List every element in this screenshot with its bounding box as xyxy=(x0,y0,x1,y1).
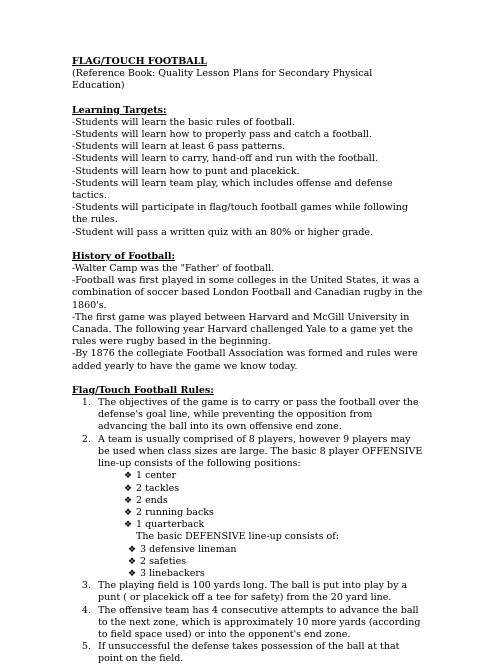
rule-item xyxy=(94,397,423,434)
position-label: 1 quarterback xyxy=(136,519,205,531)
rule-item xyxy=(94,580,423,604)
learning-target-item: -Students will learn how to punt and placekick. xyxy=(72,165,300,177)
rules-heading: Flag/Touch Football Rules: xyxy=(72,384,214,396)
position-label: 2 safeties xyxy=(140,555,187,567)
position-label: 3 linebackers xyxy=(140,567,205,579)
rule-text: The objectives of the game is to carry or pass the football over the defense's goal line, while preventing the opposition from advancing the ball into its own offensive end zone. xyxy=(98,397,419,433)
rule-text: If unsuccessful the defense takes possession of the ball at that point on the field. xyxy=(98,641,400,665)
diamond-bullet-icon: ❖ xyxy=(128,556,137,567)
list-item xyxy=(124,483,423,495)
list-item xyxy=(124,519,423,531)
history-paragraph: -By 1876 the collegiate Football Association was formed and rules were added yearly to have the game we know today. xyxy=(72,348,418,372)
history-heading: History of Football: xyxy=(72,250,176,262)
list-item xyxy=(124,470,423,482)
document-title: FLAG/TOUCH FOOTBALL xyxy=(72,56,207,67)
position-label: 3 defensive lineman xyxy=(140,543,237,555)
rules-section xyxy=(72,385,423,666)
reference-line: (Reference Book: Quality Lesson Plans for Secondary Physical Education) xyxy=(72,68,373,92)
position-label: 2 ends xyxy=(136,494,168,506)
learning-targets-section xyxy=(72,105,423,239)
learning-target-item: -Students will participate in flag/touch football games while following the rules. xyxy=(72,202,408,226)
diamond-bullet-icon: ❖ xyxy=(124,495,133,506)
history-section xyxy=(72,251,423,373)
rules-list xyxy=(72,397,423,665)
rule-item xyxy=(94,641,423,665)
diamond-bullet-icon: ❖ xyxy=(124,471,133,482)
list-item xyxy=(124,495,423,507)
diamond-bullet-icon: ❖ xyxy=(124,483,133,494)
learning-target-item: -Students will learn how to properly pass and catch a football. xyxy=(72,129,372,141)
rule-text: A team is usually comprised of 8 players, however 9 players may be used when class sizes are large. The basic 8 player OFFENSIVE line-up consists of the following positions: xyxy=(98,433,423,470)
list-item xyxy=(128,556,423,568)
learning-target-item: -Students will learn at least 6 pass patterns. xyxy=(72,141,286,153)
list-item xyxy=(128,544,423,556)
defense-intro: The basic DEFENSIVE line-up consists of: xyxy=(136,531,339,543)
list-item xyxy=(124,507,423,519)
diamond-bullet-icon: ❖ xyxy=(124,520,133,531)
learning-target-item: -Students will learn the basic rules of football. xyxy=(72,116,296,128)
defense-positions-list xyxy=(98,544,423,581)
position-label: 2 tackles xyxy=(136,482,180,494)
rule-text: The playing field is 100 yards long. The ball is put into play by a punt ( or placekick off a tee for safety) from the 20 yard line. xyxy=(98,580,408,604)
learning-targets-heading: Learning Targets: xyxy=(72,104,167,116)
position-label: 2 running backs xyxy=(136,506,214,518)
rule-text: The offensive team has 4 consecutive attempts to advance the ball to the next zone, which is approximately 10 more yards (according to field space used) or into the opponent's end zone. xyxy=(98,604,421,640)
learning-target-item: -Students will learn to carry, hand-off and run with the football. xyxy=(72,153,378,165)
history-paragraph: -The first game was played between Harvard and McGill University in Canada. The following year Harvard challenged Yale to a game yet the rules were rugby based in the beginning. xyxy=(72,311,414,348)
history-paragraph: -Walter Camp was the "Father' of football. xyxy=(72,263,275,275)
offense-positions-list xyxy=(98,470,423,531)
diamond-bullet-icon: ❖ xyxy=(128,568,137,579)
rule-item xyxy=(94,434,423,580)
diamond-bullet-icon: ❖ xyxy=(124,507,133,518)
history-paragraph: -Football was first played in some colleges in the United States, it was a combination of soccer based London Football and Canadian rugby in the 1860's. xyxy=(72,275,423,311)
diamond-bullet-icon: ❖ xyxy=(128,544,137,555)
position-label: 1 center xyxy=(136,470,177,482)
list-item xyxy=(128,568,423,580)
rule-item xyxy=(94,605,423,642)
learning-target-item: -Students will learn team play, which includes offense and defense tactics. xyxy=(72,177,393,202)
learning-target-item: -Student will pass a written quiz with an 80% or higher grade. xyxy=(72,226,374,238)
